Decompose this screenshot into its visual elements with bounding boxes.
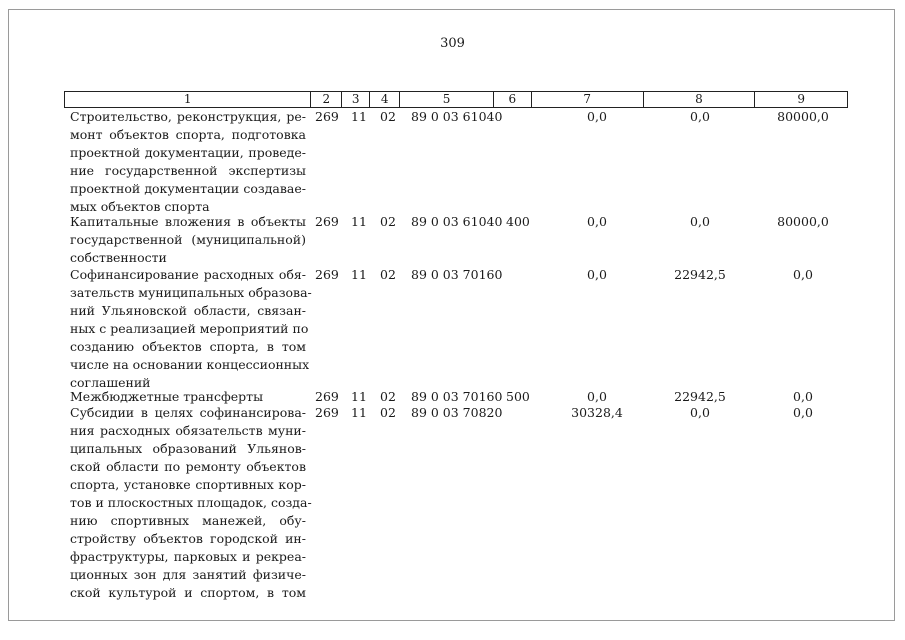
cell-amount-col7: 0,0 [587, 214, 607, 229]
cell-ministry-code: 269 [315, 405, 339, 420]
cell-section: 11 [351, 267, 367, 282]
description-line: проектной документации создавае- [70, 181, 306, 196]
cell-amount-col8: 0,0 [690, 109, 710, 124]
row-description [70, 404, 312, 602]
header-col-3: 3 [342, 92, 370, 107]
header-col-4: 4 [370, 92, 400, 107]
cell-target-article: 89 0 03 70820 [411, 405, 503, 420]
cell-amount-col7: 0,0 [587, 267, 607, 282]
description-line: монт объектов спорта, подготовка [70, 127, 306, 142]
description-line: собственности [70, 250, 167, 265]
description-line: ний Ульяновской области, связан- [70, 303, 306, 318]
cell-section: 11 [351, 214, 367, 229]
description-line: ных с реализацией мероприятий по [70, 321, 309, 336]
cell-target-article: 89 0 03 70160 [411, 389, 503, 404]
description-line: проектной документации, проведе- [70, 145, 306, 160]
description-line: спорта, установке спортивных кор- [70, 477, 306, 492]
cell-amount-col7: 0,0 [587, 389, 607, 404]
cell-section: 11 [351, 389, 367, 404]
header-col-5: 5 [400, 92, 494, 107]
description-line: Межбюджетные трансферты [70, 389, 264, 404]
cell-target-article: 89 0 03 61040 [411, 214, 503, 229]
row-description [70, 266, 312, 392]
description-line: тов и плоскостных площадок, созда- [70, 495, 312, 510]
cell-amount-col9: 80000,0 [777, 109, 829, 124]
row-description [70, 108, 306, 216]
cell-amount-col9: 80000,0 [777, 214, 829, 229]
description-line: ние государственной экспертизы [70, 163, 306, 178]
cell-expense-type: 400 [506, 214, 530, 229]
description-line: Строительство, реконструкция, ре- [70, 109, 306, 124]
description-line: ния расходных обязательств муни- [70, 423, 306, 438]
cell-amount-col9: 0,0 [793, 389, 813, 404]
description-line: стройству объектов городской ин- [70, 531, 306, 546]
description-line: фраструктуры, парковых и рекреа- [70, 549, 306, 564]
page-number: 309 [440, 36, 465, 51]
header-col-7: 7 [532, 92, 644, 107]
description-line: ционных зон для занятий физиче- [70, 567, 306, 582]
description-line: ципальных образований Ульянов- [70, 441, 306, 456]
description-line: зательств муниципальных образова- [70, 285, 312, 300]
cell-ministry-code: 269 [315, 109, 339, 124]
cell-expense-type: 500 [506, 389, 530, 404]
cell-subsection: 02 [380, 109, 396, 124]
cell-subsection: 02 [380, 267, 396, 282]
cell-section: 11 [351, 405, 367, 420]
description-line: созданию объектов спорта, в том [70, 339, 306, 354]
table-header [64, 91, 848, 108]
description-line: ской культурой и спортом, в том [70, 585, 306, 600]
description-line: соглашений [70, 375, 151, 390]
cell-amount-col8: 0,0 [690, 214, 710, 229]
header-col-8: 8 [644, 92, 756, 107]
description-line: числе на основании концессионных [70, 357, 310, 372]
description-line: Софинансирование расходных обя- [70, 267, 306, 282]
cell-amount-col8: 22942,5 [674, 389, 726, 404]
cell-amount-col7: 30328,4 [571, 405, 623, 420]
cell-ministry-code: 269 [315, 389, 339, 404]
cell-target-article: 89 0 03 61040 [411, 109, 503, 124]
cell-subsection: 02 [380, 405, 396, 420]
cell-amount-col8: 0,0 [690, 405, 710, 420]
header-col-2: 2 [311, 92, 342, 107]
cell-ministry-code: 269 [315, 267, 339, 282]
description-line: нию спортивных манежей, обу- [70, 513, 306, 528]
description-line: Капитальные вложения в объекты [70, 214, 306, 229]
header-col-9: 9 [797, 92, 805, 106]
row-description [70, 213, 306, 267]
cell-amount-col9: 0,0 [793, 405, 813, 420]
cell-amount-col7: 0,0 [587, 109, 607, 124]
header-col-1: 1 [65, 92, 311, 107]
description-line: Субсидии в целях софинансирова- [70, 405, 306, 420]
cell-ministry-code: 269 [315, 214, 339, 229]
cell-section: 11 [351, 109, 367, 124]
cell-subsection: 02 [380, 214, 396, 229]
description-line: ской области по ремонту объектов [70, 459, 306, 474]
description-line: мых объектов спорта [70, 199, 210, 214]
cell-target-article: 89 0 03 70160 [411, 267, 503, 282]
cell-amount-col8: 22942,5 [674, 267, 726, 282]
header-col-6: 6 [494, 92, 532, 107]
description-line: государственной (муниципальной) [70, 232, 306, 247]
cell-amount-col9: 0,0 [793, 267, 813, 282]
cell-subsection: 02 [380, 389, 396, 404]
